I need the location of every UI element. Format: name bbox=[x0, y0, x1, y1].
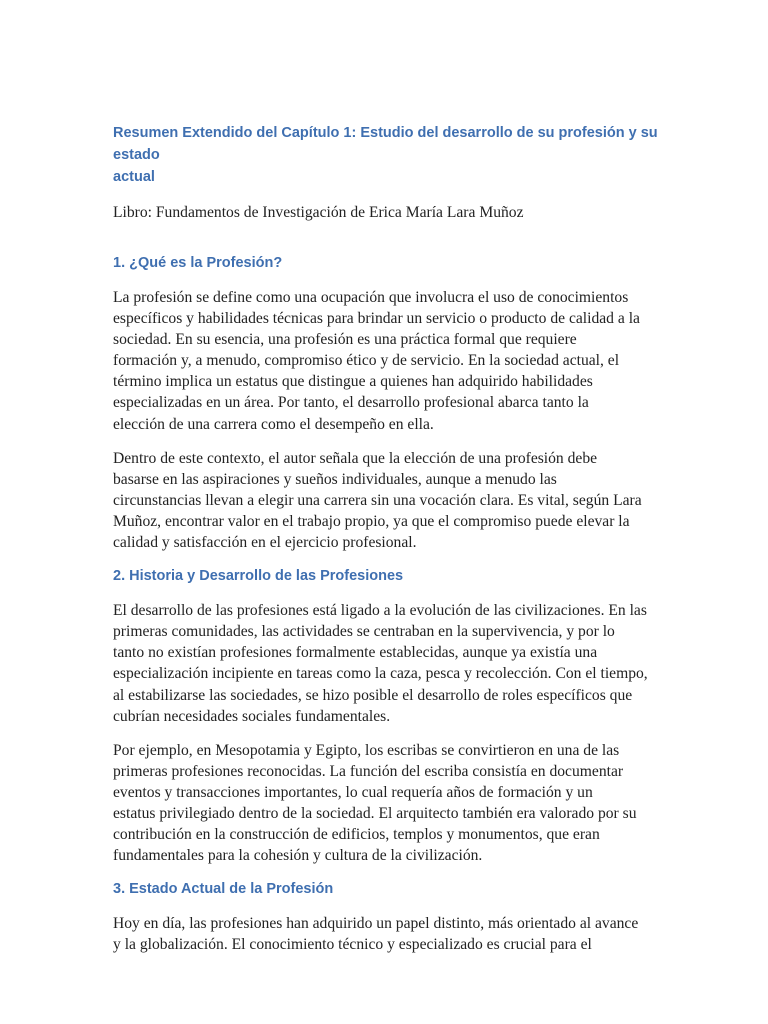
section-estado-actual bbox=[113, 879, 658, 955]
document-title: Resumen Extendido del Capítulo 1: Estudio del desarrollo de su profesión y su estado actual bbox=[113, 125, 658, 185]
paragraph: Por ejemplo, en Mesopotamia y Egipto, los escribas se convirtieron en una de las primeras profesiones reconocidas. La función del escriba consistía en documentar eventos y transacciones importantes, lo cual requería años de formación y un estatus privilegiado dentro de la sociedad. El arquitecto también era valorado por su contribución en la construcción de edificios, templos y monumentos, que eran fundamentales para la cohesión y cultura de la civilización. bbox=[113, 741, 637, 865]
document-page bbox=[113, 122, 658, 966]
paragraph: Hoy en día, las profesiones han adquirido un papel distinto, más orientado al avance y la globalización. El conocimiento técnico y especializado es crucial para el bbox=[113, 915, 639, 954]
paragraph: Dentro de este contexto, el autor señala que la elección de una profesión debe basarse en las aspiraciones y sueños individuales, aunque a menudo las circunstancias llevan a elegir una carrera sin una vocación clara. Es vital, según Lara Muñoz, encontrar valor en el trabajo propio, ya que el compromiso puede elevar la calidad y satisfacción en el ejercicio profesional. bbox=[113, 449, 642, 552]
paragraph: La profesión se define como una ocupación que involucra el uso de conocimientos específicos y habilidades técnicas para brindar un servicio o producto de calidad a la sociedad. En su esencia, una profesión es una práctica formal que requiere formación y, a menudo, compromiso ético y de servicio. En la sociedad actual, el término implica un estatus que distingue a quienes han adquirido habilidades especializadas en un área. Por tanto, el desarrollo profesional abarca tanto la elección de una carrera como el desempeño en ella. bbox=[113, 289, 640, 433]
book-byline: Libro: Fundamentos de Investigación de Erica María Lara Muñoz bbox=[113, 204, 524, 221]
section-heading: 2. Historia y Desarrollo de las Profesiones bbox=[113, 568, 404, 585]
section-heading: 3. Estado Actual de la Profesión bbox=[113, 881, 334, 898]
section-heading: 1. ¿Qué es la Profesión? bbox=[113, 255, 283, 271]
paragraph: El desarrollo de las profesiones está ligado a la evolución de las civilizaciones. En las primeras comunidades, las actividades se centraban en la supervivencia, y por lo tanto no existían profesiones formalmente establecidas, aunque ya existía una especialización incipiente en tareas como la caza, pesca y recolección. Con el tiempo, al estabilizarse las sociedades, se hizo posible el desarrollo de roles específicos que cubrían necesidades sociales fundamentales. bbox=[113, 602, 648, 725]
section-historia-y-desarrollo bbox=[113, 566, 658, 866]
section-que-es-la-profesion bbox=[113, 253, 658, 553]
